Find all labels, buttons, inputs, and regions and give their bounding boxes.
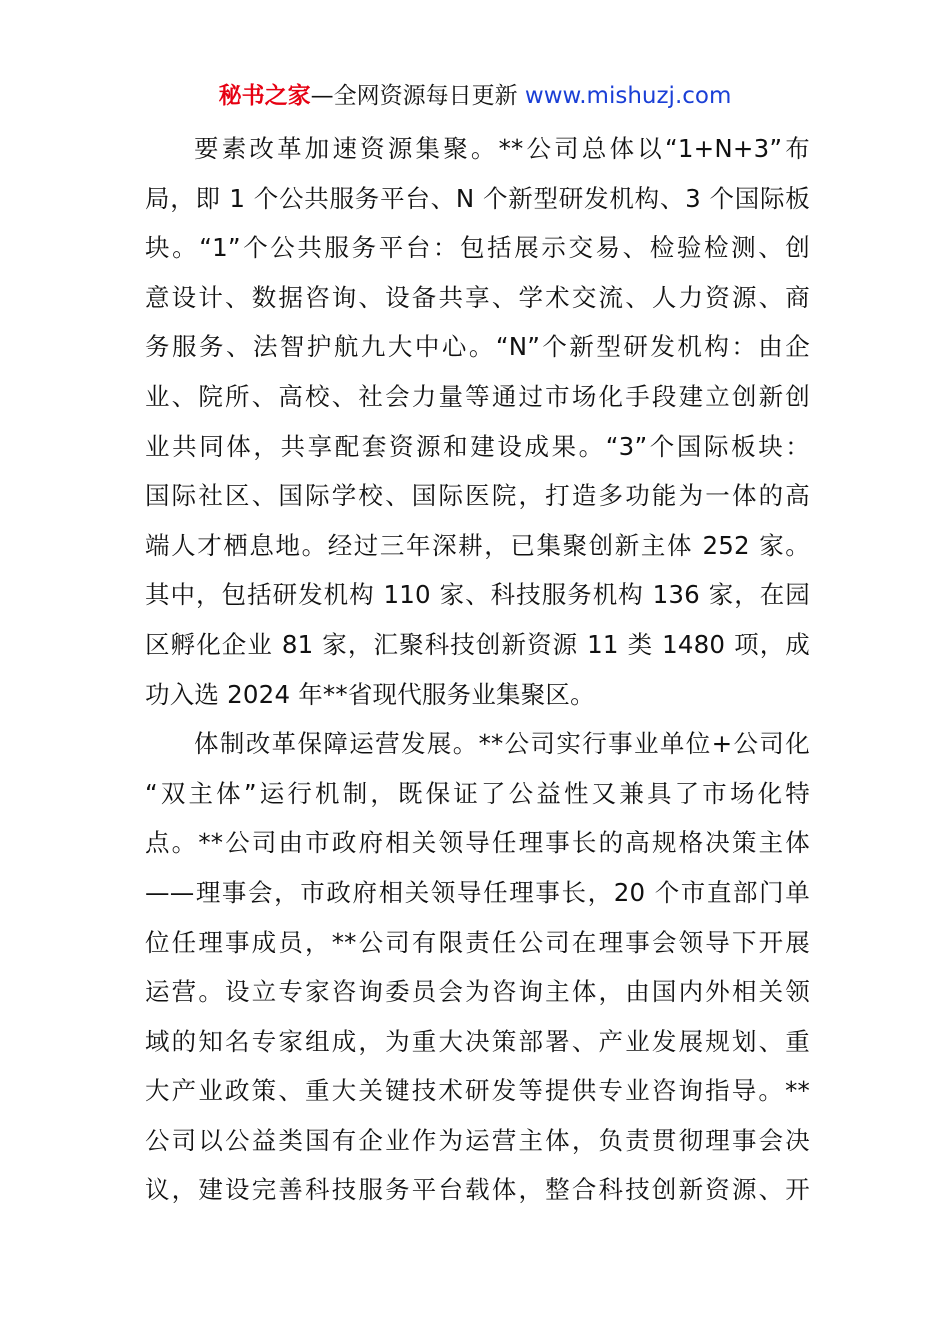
text-line: 运营。设立专家咨询委员会为咨询主体，由国内外相关领	[145, 977, 810, 1007]
text-line: 块。“1”个公共服务平台：包括展示交易、检验检测、创	[145, 233, 810, 263]
header-tagline: —全网资源每日更新	[310, 83, 525, 109]
paragraph-institutional-reform	[145, 719, 810, 1215]
text-line: 业共同体，共享配套资源和建设成果。“3”个国际板块：	[145, 431, 810, 461]
text-line: 局，即 1 个公共服务平台、N 个新型研发机构、3 个国际板	[145, 183, 810, 213]
text-line: 国际社区、国际学校、国际医院，打造多功能为一体的高	[145, 481, 810, 511]
text-line: “双主体”运行机制，既保证了公益性又兼具了市场化特	[145, 778, 810, 808]
text-line: 要素改革加速资源集聚。**公司总体以“1+N+3”布	[194, 134, 810, 163]
text-line: 功入选 2024 年**省现代服务业集聚区。	[145, 679, 595, 709]
text-line: 区孵化企业 81 家，汇聚科技创新资源 11 类 1480 项，成	[145, 629, 810, 659]
text-line: 务服务、法智护航九大中心。“N”个新型研发机构：由企	[145, 332, 810, 362]
site-url-link[interactable]: www.mishuzj.com	[524, 83, 732, 109]
text-line: 公司以公益类国有企业作为运营主体，负责贯彻理事会决	[145, 1125, 810, 1155]
text-line: 位任理事成员，**公司有限责任公司在理事会领导下开展	[145, 927, 810, 957]
site-header	[0, 80, 950, 112]
document-body	[145, 124, 810, 1215]
text-line: 议，建设完善科技服务平台载体，整合科技创新资源、开	[145, 1175, 810, 1205]
text-line: 域的知名专家组成，为重大决策部署、产业发展规划、重	[145, 1026, 810, 1056]
paragraph-element-reform	[145, 124, 810, 719]
text-line: ——理事会，市政府相关领导任理事长，20 个市直部门单	[145, 877, 810, 907]
text-line: 大产业政策、重大关键技术研发等提供专业咨询指导。**	[145, 1076, 810, 1106]
text-line: 点。**公司由市政府相关领导任理事长的高规格决策主体	[145, 828, 810, 858]
text-line: 体制改革保障运营发展。**公司实行事业单位+公司化	[194, 729, 810, 759]
text-line: 端人才栖息地。经过三年深耕，已集聚创新主体 252 家。	[145, 530, 810, 560]
text-line: 意设计、数据咨询、设备共享、学术交流、人力资源、商	[145, 282, 810, 312]
text-line: 其中，包括研发机构 110 家、科技服务机构 136 家，在园	[145, 580, 810, 610]
brand-name: 秘书之家	[218, 83, 311, 109]
text-line: 业、院所、高校、社会力量等通过市场化手段建立创新创	[145, 381, 810, 411]
